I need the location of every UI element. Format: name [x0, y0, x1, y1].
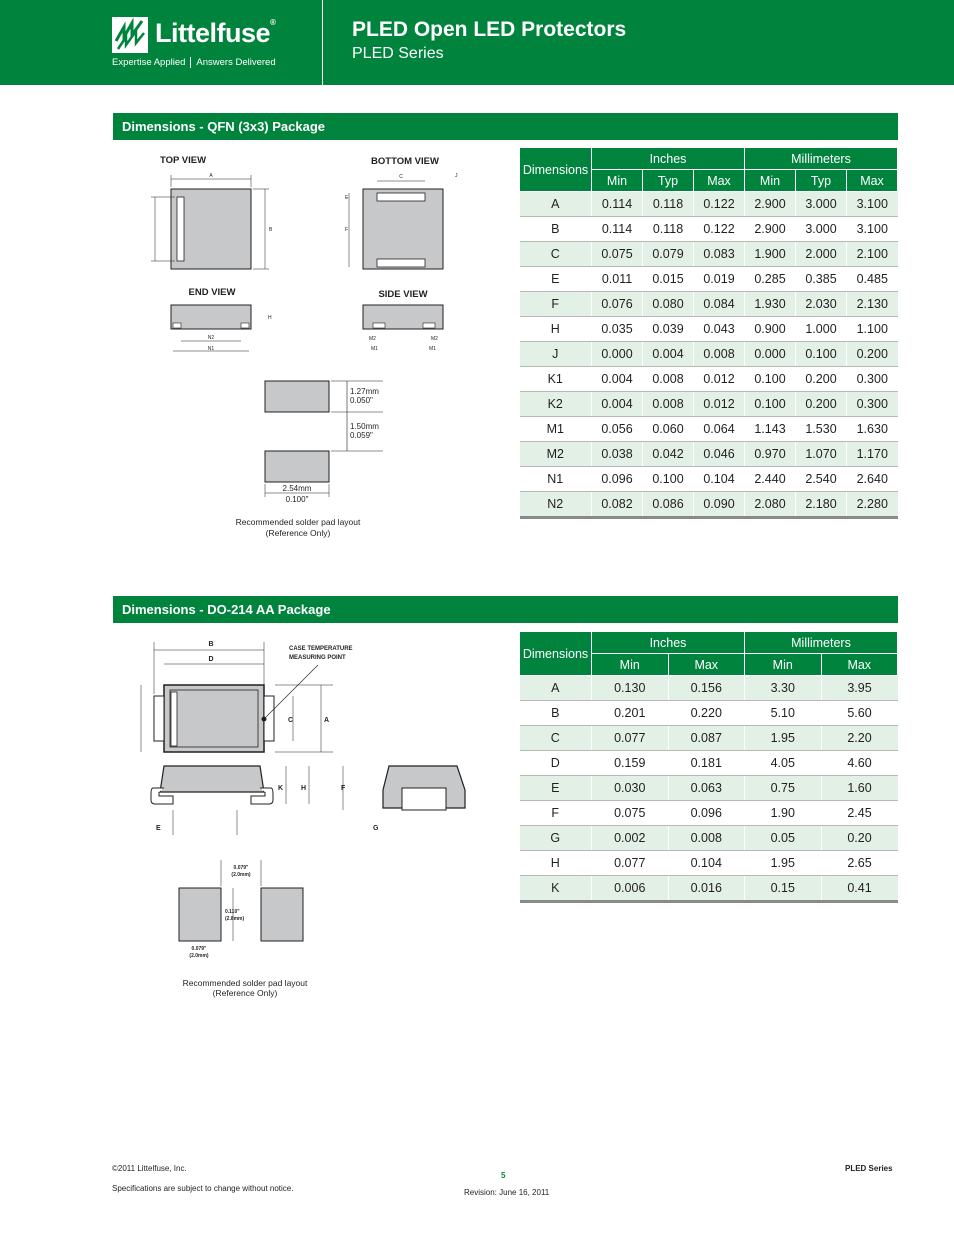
table-row — [520, 392, 898, 417]
dimension-value: 0.008 — [668, 826, 745, 851]
do214-section-title: Dimensions - DO-214 AA Package — [113, 596, 898, 623]
dimension-value: 0.41 — [821, 876, 898, 902]
table-row — [520, 851, 898, 876]
dimension-value: 1.530 — [796, 417, 847, 442]
svg-text:M2: M2 — [369, 336, 376, 342]
do214-solder-pad-1 — [179, 888, 221, 941]
dimension-value: 3.95 — [821, 676, 898, 701]
dimension-value: 0.100 — [643, 467, 694, 492]
dimension-label: J — [520, 342, 592, 367]
dimension-label: C — [520, 242, 592, 267]
table-row — [520, 726, 898, 751]
svg-text:G: G — [373, 825, 379, 832]
table-row — [520, 417, 898, 442]
dimension-value: 2.65 — [821, 851, 898, 876]
do214-col-inches: Inches — [592, 632, 745, 654]
dimension-value: 0.008 — [643, 392, 694, 417]
measuring-point-dot — [262, 717, 267, 722]
brand-name: Littelfuse® — [155, 18, 276, 48]
dimension-label: F — [520, 292, 592, 317]
dimension-value: 0.008 — [643, 367, 694, 392]
dimension-value: 0.090 — [694, 492, 745, 518]
svg-text:C: C — [288, 717, 294, 724]
dimension-value: 0.122 — [694, 217, 745, 242]
dimension-value: 0.011 — [592, 267, 643, 292]
dimension-value: 0.008 — [694, 342, 745, 367]
qfn-subcol-1: Typ — [643, 170, 694, 192]
dimension-value: 0.130 — [592, 676, 669, 701]
pad-dim3-mm: 2.54mm — [282, 484, 312, 493]
dimension-value: 0.104 — [694, 467, 745, 492]
qfn-package-drawing — [113, 145, 513, 545]
dimension-value: 2.000 — [796, 242, 847, 267]
dimension-value: 0.300 — [847, 392, 898, 417]
dimension-value: 0.064 — [694, 417, 745, 442]
qfn-bottom-pad-top — [377, 193, 425, 201]
page-header — [0, 0, 954, 85]
dimension-value: 0.100 — [745, 367, 796, 392]
dimension-value: 0.104 — [668, 851, 745, 876]
side-view-label: SIDE VIEW — [378, 289, 428, 300]
qfn-end-body — [171, 305, 251, 329]
dimension-value: 1.000 — [796, 317, 847, 342]
dimension-value: 3.000 — [796, 217, 847, 242]
dimension-value: 0.900 — [745, 317, 796, 342]
table-row — [520, 292, 898, 317]
dimension-value: 0.019 — [694, 267, 745, 292]
dimension-value: 0.082 — [592, 492, 643, 518]
pad-height-mm: (2.0mm) — [189, 953, 209, 959]
dimension-value: 0.20 — [821, 826, 898, 851]
table-row — [520, 267, 898, 292]
dimension-value: 1.90 — [745, 801, 822, 826]
qfn-subcol-0: Min — [592, 170, 643, 192]
qfn-solder-pad-1 — [265, 381, 329, 412]
qfn-section-title: Dimensions - QFN (3x3) Package — [113, 113, 898, 140]
qfn-subcol-5: Max — [847, 170, 898, 192]
table-row — [520, 342, 898, 367]
svg-text:M1: M1 — [429, 346, 436, 352]
dimension-value: 1.95 — [745, 726, 822, 751]
dimension-label: F — [520, 801, 592, 826]
do214-subcol-1: Max — [668, 654, 745, 676]
pad-dim1-mm: 1.27mm — [350, 387, 379, 396]
svg-text:C: C — [399, 174, 403, 180]
dimension-label: G — [520, 826, 592, 851]
dimension-value: 0.076 — [592, 292, 643, 317]
svg-text:K: K — [278, 785, 284, 792]
dimension-value: 0.012 — [694, 392, 745, 417]
qfn-col-millimeters: Millimeters — [745, 148, 898, 170]
dimension-value: 0.075 — [592, 801, 669, 826]
dimension-value: 0.75 — [745, 776, 822, 801]
dimension-value: 2.900 — [745, 217, 796, 242]
dimension-value: 0.000 — [592, 342, 643, 367]
dimension-value: 0.042 — [643, 442, 694, 467]
dimension-value: 2.20 — [821, 726, 898, 751]
dimension-label: M1 — [520, 417, 592, 442]
do214-top-body — [164, 685, 264, 752]
dimension-value: 0.181 — [668, 751, 745, 776]
dimension-value: 0.100 — [796, 342, 847, 367]
dimension-value: 2.540 — [796, 467, 847, 492]
dimension-value: 0.000 — [745, 342, 796, 367]
pad-dim2-in: 0.059" — [350, 431, 373, 440]
dimension-value: 0.114 — [592, 217, 643, 242]
dimension-value: 2.030 — [796, 292, 847, 317]
do214-dimensions-table — [519, 631, 898, 903]
page-subtitle: PLED Series — [352, 45, 444, 62]
dimension-value: 0.060 — [643, 417, 694, 442]
footer-revision: Revision: June 16, 2011 — [464, 1188, 550, 1197]
svg-text:H: H — [301, 785, 307, 792]
do214-solder-pad-2 — [261, 888, 303, 941]
qfn-solder-pad-2 — [265, 451, 329, 482]
table-row — [520, 242, 898, 267]
dimension-value: 0.118 — [643, 192, 694, 217]
header-divider — [322, 0, 323, 85]
dimension-value: 0.285 — [745, 267, 796, 292]
qfn-pad-caption-1: Recommended solder pad layout — [235, 517, 361, 527]
dimension-value: 0.004 — [592, 367, 643, 392]
dimension-value: 0.046 — [694, 442, 745, 467]
dimension-value: 1.60 — [821, 776, 898, 801]
svg-text:D: D — [208, 656, 214, 663]
dimension-value: 0.485 — [847, 267, 898, 292]
qfn-pad-caption-2: (Reference Only) — [265, 528, 331, 538]
dimension-value: 2.100 — [847, 242, 898, 267]
dimension-label: D — [520, 751, 592, 776]
dimension-value: 0.114 — [592, 192, 643, 217]
table-row — [520, 751, 898, 776]
dimension-value: 4.05 — [745, 751, 822, 776]
pad-width-in: 0.079" — [233, 865, 249, 871]
pad-height-in: 0.079" — [191, 946, 207, 952]
dimension-value: 1.95 — [745, 851, 822, 876]
dimension-value: 0.200 — [796, 392, 847, 417]
qfn-bottom-pad-bottom — [377, 259, 425, 267]
dimension-value: 0.084 — [694, 292, 745, 317]
dimension-value: 0.100 — [745, 392, 796, 417]
svg-text:E: E — [156, 825, 161, 832]
dimension-value: 0.063 — [668, 776, 745, 801]
tagline-left: Expertise Applied — [112, 57, 186, 69]
dimension-value: 1.143 — [745, 417, 796, 442]
dimension-value: 0.004 — [643, 342, 694, 367]
dimension-value: 0.200 — [796, 367, 847, 392]
do214-col-dimensions: Dimensions — [520, 632, 592, 676]
dimension-value: 2.130 — [847, 292, 898, 317]
dimension-value: 0.086 — [643, 492, 694, 518]
dimension-label: E — [520, 267, 592, 292]
case-temp-label-1: CASE TEMPERATURE — [289, 646, 353, 652]
svg-text:F: F — [341, 785, 346, 792]
littelfuse-logo-icon — [112, 17, 148, 53]
dimension-value: 2.280 — [847, 492, 898, 518]
dimension-value: 0.002 — [592, 826, 669, 851]
do214-subcol-2: Min — [745, 654, 822, 676]
pad-dim3-in: 0.100" — [285, 495, 309, 504]
table-row — [520, 826, 898, 851]
top-view-label: TOP VIEW — [159, 155, 207, 166]
dimension-label: B — [520, 217, 592, 242]
table-row — [520, 317, 898, 342]
dimension-label: A — [520, 192, 592, 217]
dimension-label: K2 — [520, 392, 592, 417]
do214-pad-caption-2: (Reference Only) — [212, 988, 278, 998]
dimension-label: K1 — [520, 367, 592, 392]
do214-pad-caption-1: Recommended solder pad layout — [182, 978, 308, 988]
do214-cathode-band — [171, 692, 177, 746]
dimension-value: 2.640 — [847, 467, 898, 492]
dimension-label: N1 — [520, 467, 592, 492]
qfn-col-inches: Inches — [592, 148, 745, 170]
table-row — [520, 776, 898, 801]
do214-side-body — [160, 766, 264, 792]
footer-notice: Specifications are subject to change without notice. — [112, 1184, 294, 1193]
dimension-value: 1.070 — [796, 442, 847, 467]
dimension-value: 1.930 — [745, 292, 796, 317]
qfn-dimensions-table — [519, 147, 898, 519]
footer-page-number: 5 — [501, 1171, 506, 1180]
dimension-label: M2 — [520, 442, 592, 467]
table-row — [520, 492, 898, 518]
svg-text:M2: M2 — [431, 336, 438, 342]
dimension-value: 0.156 — [668, 676, 745, 701]
dimension-value: 0.043 — [694, 317, 745, 342]
table-row — [520, 367, 898, 392]
footer-copyright: ©2011 Littelfuse, Inc. — [112, 1164, 187, 1173]
dimension-label: C — [520, 726, 592, 751]
dimension-value: 0.077 — [592, 851, 669, 876]
dimension-label: K — [520, 876, 592, 902]
dimension-label: B — [520, 701, 592, 726]
pad-dim2-mm: 1.50mm — [350, 422, 379, 431]
dimension-value: 5.10 — [745, 701, 822, 726]
table-row — [520, 801, 898, 826]
tagline-right: Answers Delivered — [196, 57, 276, 69]
dimension-value: 0.075 — [592, 242, 643, 267]
svg-text:N2: N2 — [207, 335, 215, 341]
dimension-value: 0.030 — [592, 776, 669, 801]
dimension-value: 2.080 — [745, 492, 796, 518]
dimension-value: 0.077 — [592, 726, 669, 751]
svg-text:B: B — [269, 227, 273, 233]
footer-series: PLED Series — [845, 1164, 893, 1173]
dimension-value: 0.220 — [668, 701, 745, 726]
dimension-value: 0.201 — [592, 701, 669, 726]
dimension-value: 2.900 — [745, 192, 796, 217]
pad-gap-in: 0.110" — [225, 909, 240, 915]
dimension-value: 0.096 — [592, 467, 643, 492]
dimension-value: 3.100 — [847, 192, 898, 217]
qfn-col-dimensions: Dimensions — [520, 148, 592, 192]
page-title: PLED Open LED Protectors — [352, 18, 627, 41]
dimension-value: 0.016 — [668, 876, 745, 902]
dimension-value: 0.122 — [694, 192, 745, 217]
dimension-value: 0.159 — [592, 751, 669, 776]
pad-width-mm: (2.0mm) — [231, 872, 251, 878]
dimension-value: 3.000 — [796, 192, 847, 217]
qfn-subcol-4: Typ — [796, 170, 847, 192]
svg-text:F: F — [345, 227, 349, 233]
dimension-value: 2.440 — [745, 467, 796, 492]
dimension-value: 1.630 — [847, 417, 898, 442]
dimension-value: 0.970 — [745, 442, 796, 467]
dimension-value: 0.05 — [745, 826, 822, 851]
dimension-value: 1.100 — [847, 317, 898, 342]
dimension-value: 2.45 — [821, 801, 898, 826]
case-temp-label-2: MEASURING POINT — [289, 655, 346, 661]
svg-text:E: E — [345, 195, 349, 201]
dimension-value: 0.300 — [847, 367, 898, 392]
dimension-value: 0.079 — [643, 242, 694, 267]
table-row — [520, 676, 898, 701]
dimension-label: E — [520, 776, 592, 801]
dimension-value: 0.038 — [592, 442, 643, 467]
table-row — [520, 217, 898, 242]
svg-text:N1: N1 — [207, 346, 215, 352]
dimension-value: 0.035 — [592, 317, 643, 342]
pad-dim1-in: 0.050" — [350, 396, 373, 405]
svg-text:M1: M1 — [371, 346, 378, 352]
do214-package-drawing — [113, 630, 513, 1000]
dimension-value: 0.006 — [592, 876, 669, 902]
dimension-value: 0.096 — [668, 801, 745, 826]
dimension-value: 0.039 — [643, 317, 694, 342]
dimension-label: H — [520, 851, 592, 876]
dimension-value: 0.15 — [745, 876, 822, 902]
svg-text:A: A — [209, 173, 213, 179]
qfn-subcol-3: Min — [745, 170, 796, 192]
dimension-value: 0.118 — [643, 217, 694, 242]
dimension-value: 0.385 — [796, 267, 847, 292]
dimension-value: 2.180 — [796, 492, 847, 518]
table-row — [520, 701, 898, 726]
table-row — [520, 192, 898, 217]
dimension-value: 0.056 — [592, 417, 643, 442]
brand-tagline — [112, 57, 276, 68]
pad-gap-mm: (2.8mm) — [225, 916, 245, 922]
dimension-value: 1.900 — [745, 242, 796, 267]
dimension-value: 3.100 — [847, 217, 898, 242]
dimension-value: 1.170 — [847, 442, 898, 467]
svg-text:H: H — [268, 315, 272, 321]
end-view-label: END VIEW — [188, 287, 236, 298]
dimension-value: 5.60 — [821, 701, 898, 726]
dimension-value: 0.012 — [694, 367, 745, 392]
dimension-label: N2 — [520, 492, 592, 518]
dimension-label: A — [520, 676, 592, 701]
svg-text:A: A — [324, 717, 330, 724]
dimension-value: 3.30 — [745, 676, 822, 701]
table-row — [520, 876, 898, 902]
do214-col-millimeters: Millimeters — [745, 632, 898, 654]
svg-text:J: J — [455, 173, 458, 179]
dimension-value: 0.004 — [592, 392, 643, 417]
qfn-top-marking — [177, 197, 184, 261]
qfn-subcol-2: Max — [694, 170, 745, 192]
dimension-label: H — [520, 317, 592, 342]
dimension-value: 4.60 — [821, 751, 898, 776]
table-row — [520, 442, 898, 467]
dimension-value: 0.015 — [643, 267, 694, 292]
dimension-value: 0.083 — [694, 242, 745, 267]
dimension-value: 0.080 — [643, 292, 694, 317]
svg-text:B: B — [208, 641, 214, 648]
dimension-value: 0.087 — [668, 726, 745, 751]
dimension-value: 0.200 — [847, 342, 898, 367]
table-row — [520, 467, 898, 492]
bottom-view-label: BOTTOM VIEW — [371, 156, 439, 167]
do214-subcol-0: Min — [592, 654, 669, 676]
do214-subcol-3: Max — [821, 654, 898, 676]
